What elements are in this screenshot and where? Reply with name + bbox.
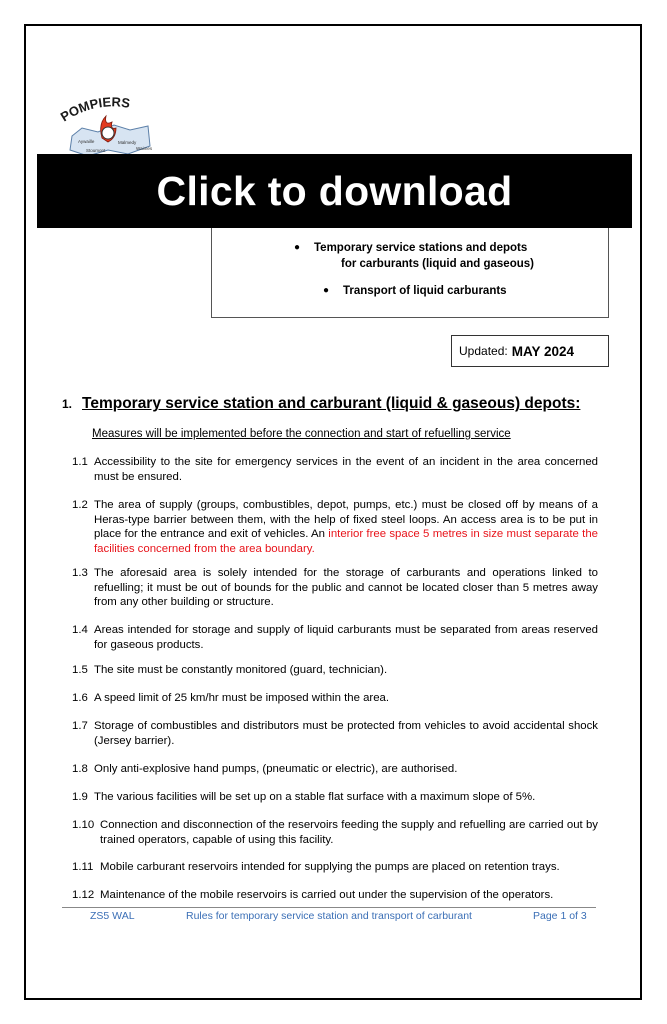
logo-label-2: Stoumont: [86, 148, 106, 153]
svg-text:POMPIERS: [58, 94, 131, 124]
logo-label-3: Malmedy: [118, 140, 137, 145]
item-text: A speed limit of 25 km/hr must be imposed within the area.: [94, 692, 390, 704]
item-text: Areas intended for storage and supply of liquid carburants must be separated from areas reserved for gaseous products.: [94, 624, 598, 651]
item-number: 1.11: [72, 861, 94, 873]
item-number: 1.12: [72, 889, 95, 901]
footer-doc-title: Rules for temporary service station and transport of carburant: [186, 910, 472, 922]
list-item: [72, 888, 598, 903]
item-text-part: The area of supply (groups, combustibles, depot, pumps, etc.) must be closed off by means of a Heras-type barrier between them, with the help of fixed steel loops. An access area is to be put in place for the entrance and exit of vehicles. An: [94, 499, 598, 541]
topic-item: [323, 285, 507, 297]
section-title: Temporary service station and carburant (liquid & gaseous) depots:: [82, 395, 581, 412]
list-item: [72, 663, 598, 678]
list-item: [72, 691, 598, 706]
item-text: Mobile carburant reservoirs intended for supplying the pumps are placed on retention trays.: [100, 861, 560, 873]
list-item: [72, 762, 598, 777]
section-heading: [62, 395, 580, 413]
list-item: [72, 455, 598, 484]
download-button-label: Click to download: [156, 167, 513, 214]
logo-label-4: Waimes: [136, 146, 153, 151]
item-text-warning: interior free space 5 metres in size must separate the facilities concerned from the area boundary.: [94, 528, 598, 556]
footer-page-number: Page 1 of 3: [533, 910, 587, 922]
bullet-icon: ●: [323, 285, 330, 296]
item-text: [94, 498, 598, 557]
topic-item: [294, 240, 534, 272]
list-item: [72, 719, 598, 748]
section-number: 1.: [62, 397, 73, 411]
topic-line: Transport of liquid carburants: [343, 285, 507, 297]
item-text: The site must be constantly monitored (guard, technician).: [94, 664, 388, 676]
item-number: 1.4: [72, 624, 88, 636]
item-number: 1.1: [72, 456, 88, 468]
updated-label: Updated:: [459, 344, 508, 358]
item-number: 1.10: [72, 819, 95, 831]
download-button[interactable]: [37, 154, 632, 228]
logo-label-1: Aywaille: [78, 139, 95, 144]
item-text: The various facilities will be set up on a stable flat surface with a maximum slope of 5%.: [94, 791, 536, 803]
list-item: [72, 498, 598, 557]
footer-divider: [62, 907, 596, 908]
topic-line: Temporary service stations and depots: [314, 242, 528, 254]
logo-text: POMPIERS: [58, 94, 132, 125]
list-item: [72, 790, 598, 805]
item-number: 1.3: [72, 567, 88, 579]
topics-box: [211, 228, 609, 318]
pompiers-logo: [58, 92, 158, 158]
footer-doc-code: ZS5 WAL: [90, 910, 135, 922]
list-item: [72, 623, 598, 652]
item-number: 1.2: [72, 499, 88, 511]
section-subtitle: Measures will be implemented before the connection and start of refuelling service: [92, 428, 511, 440]
item-text: Connection and disconnection of the reservoirs feeding the supply and refuelling are carried out by trained operators, capable of using this facility.: [100, 819, 598, 846]
updated-box: [451, 335, 609, 367]
item-text: Only anti-explosive hand pumps, (pneumatic or electric), are authorised.: [94, 763, 458, 775]
updated-date: MAY 2024: [511, 343, 575, 359]
item-text: The aforesaid area is solely intended for the storage of carburants and operations linked to refuelling; it must be out of bounds for the public and cannot be located closer than 5 metres away from any other building or structure.: [94, 567, 598, 609]
item-text: Accessibility to the site for emergency services in the event of an incident in the area concerned must be ensured.: [94, 456, 598, 483]
item-number: 1.6: [72, 692, 88, 704]
bullet-icon: ●: [294, 242, 301, 253]
item-text: Maintenance of the mobile reservoirs is carried out under the supervision of the operators.: [100, 889, 554, 901]
item-text: Storage of combustibles and distributors must be protected from vehicles to avoid accidental shock (Jersey barrier).: [94, 720, 598, 747]
item-number: 1.7: [72, 720, 88, 732]
item-number: 1.8: [72, 763, 88, 775]
topic-line: for carburants (liquid and gaseous): [341, 258, 534, 270]
list-item: [72, 860, 598, 875]
item-number: 1.9: [72, 791, 88, 803]
list-item: [72, 566, 598, 610]
item-number: 1.5: [72, 664, 88, 676]
list-item: [72, 818, 598, 847]
